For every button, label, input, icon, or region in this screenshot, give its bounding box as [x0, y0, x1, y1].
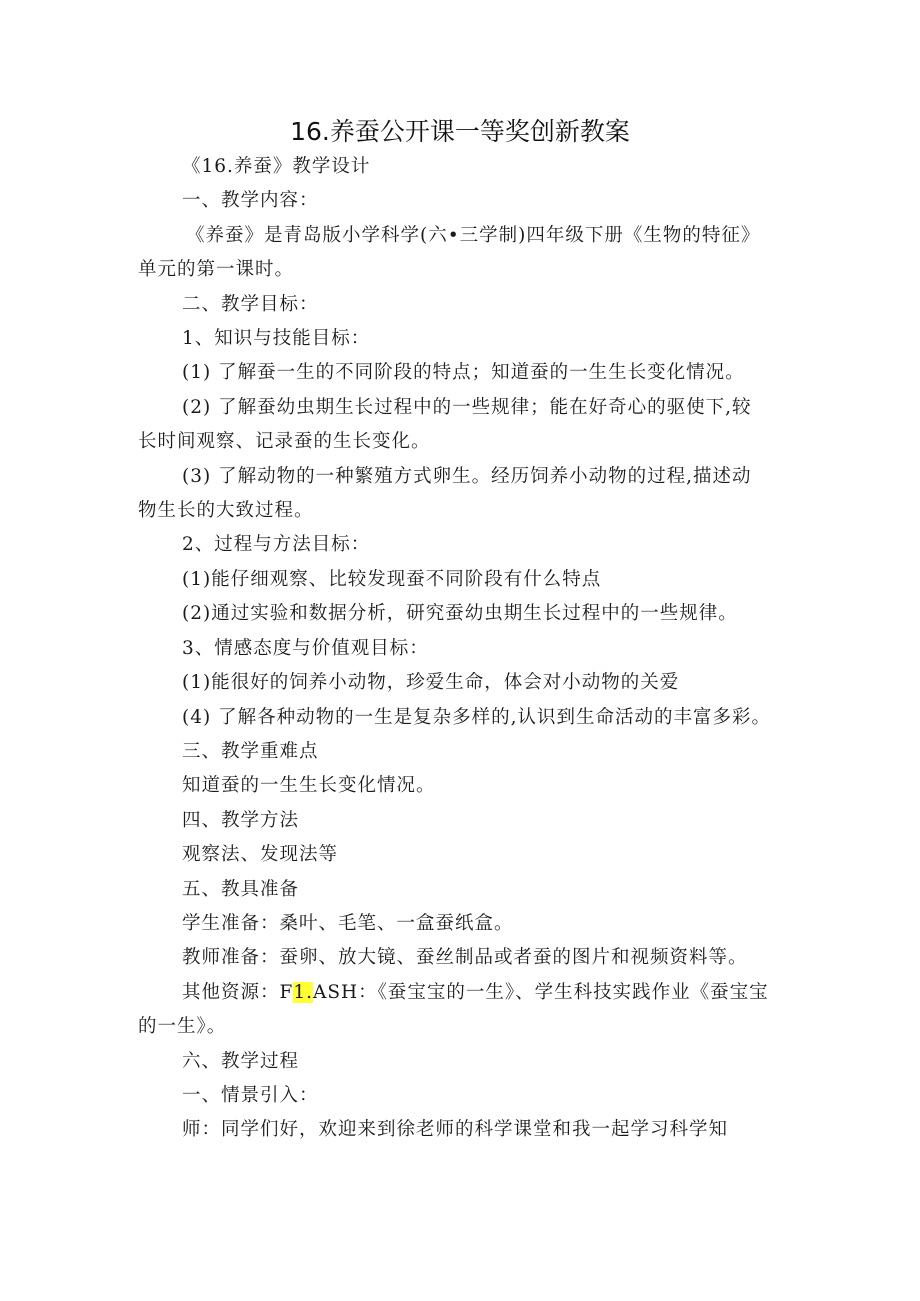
document-body — [138, 150, 798, 1148]
line-goal-p1: (1)能仔细观察、比较发现蚕不同阶段有什么特点 — [182, 568, 602, 590]
line-goal-k2: (2) 了解蚕幼虫期生长过程中的一些规律；能在好奇心的驱使下,较 — [182, 396, 752, 418]
line-section-methods: 四、教学方法 — [182, 809, 300, 831]
line-methods: 观察法、发现法等 — [182, 844, 339, 866]
line-materials-student: 学生准备：桑叶、毛笔、一盒蚕纸盒。 — [182, 912, 514, 934]
line-goal-emotion: 3、情感态度与价值观目标： — [182, 637, 429, 659]
line-section-process: 六、教学过程 — [182, 1050, 300, 1072]
line-materials-teacher: 教师准备：蚕卵、放大镜、蚕丝制品或者蚕的图片和视频资料等。 — [182, 947, 748, 969]
line-section-materials: 五、教具准备 — [182, 878, 300, 900]
line-content-desc: 《养蚕》是青岛版小学科学(六•三学制)四年级下册《生物的特征》 — [186, 224, 761, 246]
line-goal-process: 2、过程与方法目标： — [182, 534, 371, 556]
line-goal-p2: (2)通过实验和数据分析，研究蚕幼虫期生长过程中的一些规律。 — [182, 603, 738, 625]
line-goal-k1: (1) 了解蚕一生的不同阶段的特点；知道蚕的一生生长变化情况。 — [182, 362, 745, 384]
line-goal-knowledge: 1、知识与技能目标： — [182, 328, 371, 350]
line-content-desc-cont: 单元的第一课时。 — [138, 259, 295, 281]
line-materials-other-cont: 的一生》。 — [138, 1016, 227, 1038]
highlighted-text: 1. — [293, 981, 313, 1003]
line-process-intro: 一、情景引入： — [182, 1084, 319, 1106]
line-goal-e4: (4) 了解各种动物的一生是复杂多样的,认识到生命活动的丰富多彩。 — [182, 706, 771, 728]
line-goal-k3-cont: 物生长的大致过程。 — [138, 500, 314, 522]
line-materials-other — [138, 976, 798, 1010]
line-section-keypoints: 三、教学重难点 — [182, 740, 319, 762]
other-resources-prefix: 其他资源：F — [182, 981, 294, 1003]
line-section-content: 一、教学内容： — [182, 190, 319, 212]
other-resources-rest: ASH：《蚕宝宝的一生》、学生科技实践作业《蚕宝宝 — [313, 981, 769, 1003]
line-keypoints: 知道蚕的一生生长变化情况。 — [182, 775, 436, 797]
line-goal-k2-cont: 长时间观察、记录蚕的生长变化。 — [138, 431, 431, 453]
line-goal-e1: (1)能很好的饲养小动物，珍爱生命，体会对小动物的关爱 — [182, 672, 680, 694]
line-section-goals: 二、教学目标： — [182, 293, 319, 315]
line-process-teacher: 师：同学们好，欢迎来到徐老师的科学课堂和我一起学习科学知 — [182, 1119, 729, 1141]
document-title: 16.养蚕公开课一等奖创新教案 — [290, 117, 630, 146]
line-goal-k3: (3) 了解动物的一种繁殖方式卵生。经历饲养小动物的过程,描述动 — [182, 465, 752, 487]
line-subtitle: 《16.养蚕》教学设计 — [182, 156, 371, 177]
